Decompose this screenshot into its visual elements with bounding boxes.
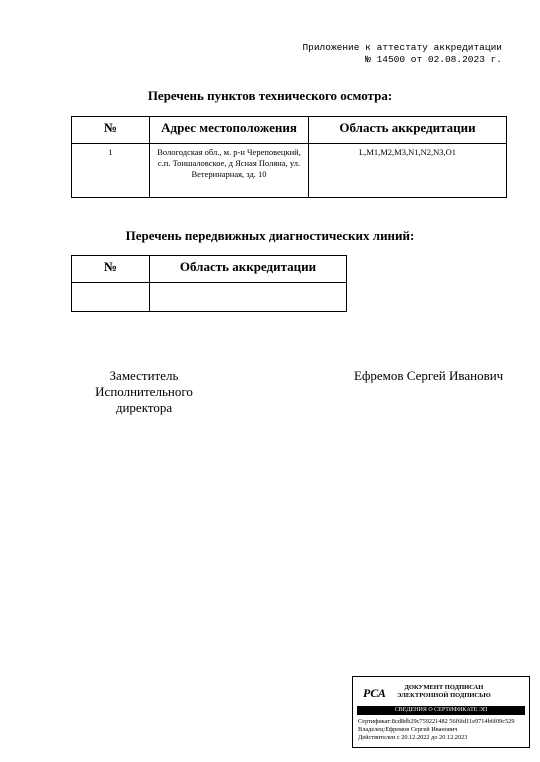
column-header-number: № xyxy=(72,117,150,144)
stamp-heading xyxy=(397,684,491,700)
attestation-line-1: Приложение к аттестату аккредитации xyxy=(302,42,502,53)
electronic-signature-stamp xyxy=(352,676,530,748)
mobile-lines-table xyxy=(71,255,347,312)
column-header-scope: Область аккредитации xyxy=(309,117,507,144)
table-row xyxy=(72,144,507,198)
table-header-row xyxy=(72,117,507,144)
row-scope: L,M1,M2,M3,N1,N2,N3,O1 xyxy=(309,144,507,198)
rsa-logo: РСА xyxy=(363,686,386,700)
table-header-row xyxy=(72,256,347,283)
stamp-heading-line-2: ЭЛЕКТРОННОЙ ПОДПИСЬЮ xyxy=(397,692,491,699)
signer-position-line-3: директора xyxy=(115,400,173,415)
table-row xyxy=(72,283,347,312)
stamp-heading-line-1: ДОКУМЕНТ ПОДПИСАН xyxy=(404,684,484,691)
signer-position-line-2: Исполнительного xyxy=(95,384,193,399)
column-header-scope: Область аккредитации xyxy=(150,256,347,283)
stamp-certificate: Сертификат:8cd8db29c759221482 56f6fd11e9714b6f09c529 xyxy=(358,718,515,725)
row-scope xyxy=(150,283,347,312)
mobile-lines-title: Перечень передвижных диагностических линий: xyxy=(125,228,415,243)
stamp-validity: Действителен с 20.12.2022 до 20.12.2023 xyxy=(358,734,468,741)
inspection-points-title: Перечень пунктов технического осмотра: xyxy=(147,88,393,103)
stamp-owner: Владелец:Ефремов Сергей Иванович xyxy=(358,726,458,733)
inspection-points-table xyxy=(71,116,507,198)
row-number: 1 xyxy=(72,144,150,198)
column-header-number: № xyxy=(72,256,150,283)
attestation-reference xyxy=(302,42,502,66)
signer-name: Ефремов Сергей Иванович xyxy=(354,368,504,383)
row-number xyxy=(72,283,150,312)
row-address: Вологодская обл., м. р-н Череповецкий, с.п. Тоншаловское, д Ясная Поляна, ул. Ветеринарная, зд. 10 xyxy=(150,144,309,198)
attestation-line-2: № 14500 от 02.08.2023 г. xyxy=(365,54,502,65)
signer-position-line-1: Заместитель xyxy=(109,368,179,383)
stamp-details xyxy=(358,718,515,742)
column-header-address: Адрес местоположения xyxy=(150,117,309,144)
stamp-certificate-bar: СВЕДЕНИЯ О СЕРТИФИКАТЕ ЭП xyxy=(357,706,525,715)
signer-position xyxy=(84,368,204,416)
